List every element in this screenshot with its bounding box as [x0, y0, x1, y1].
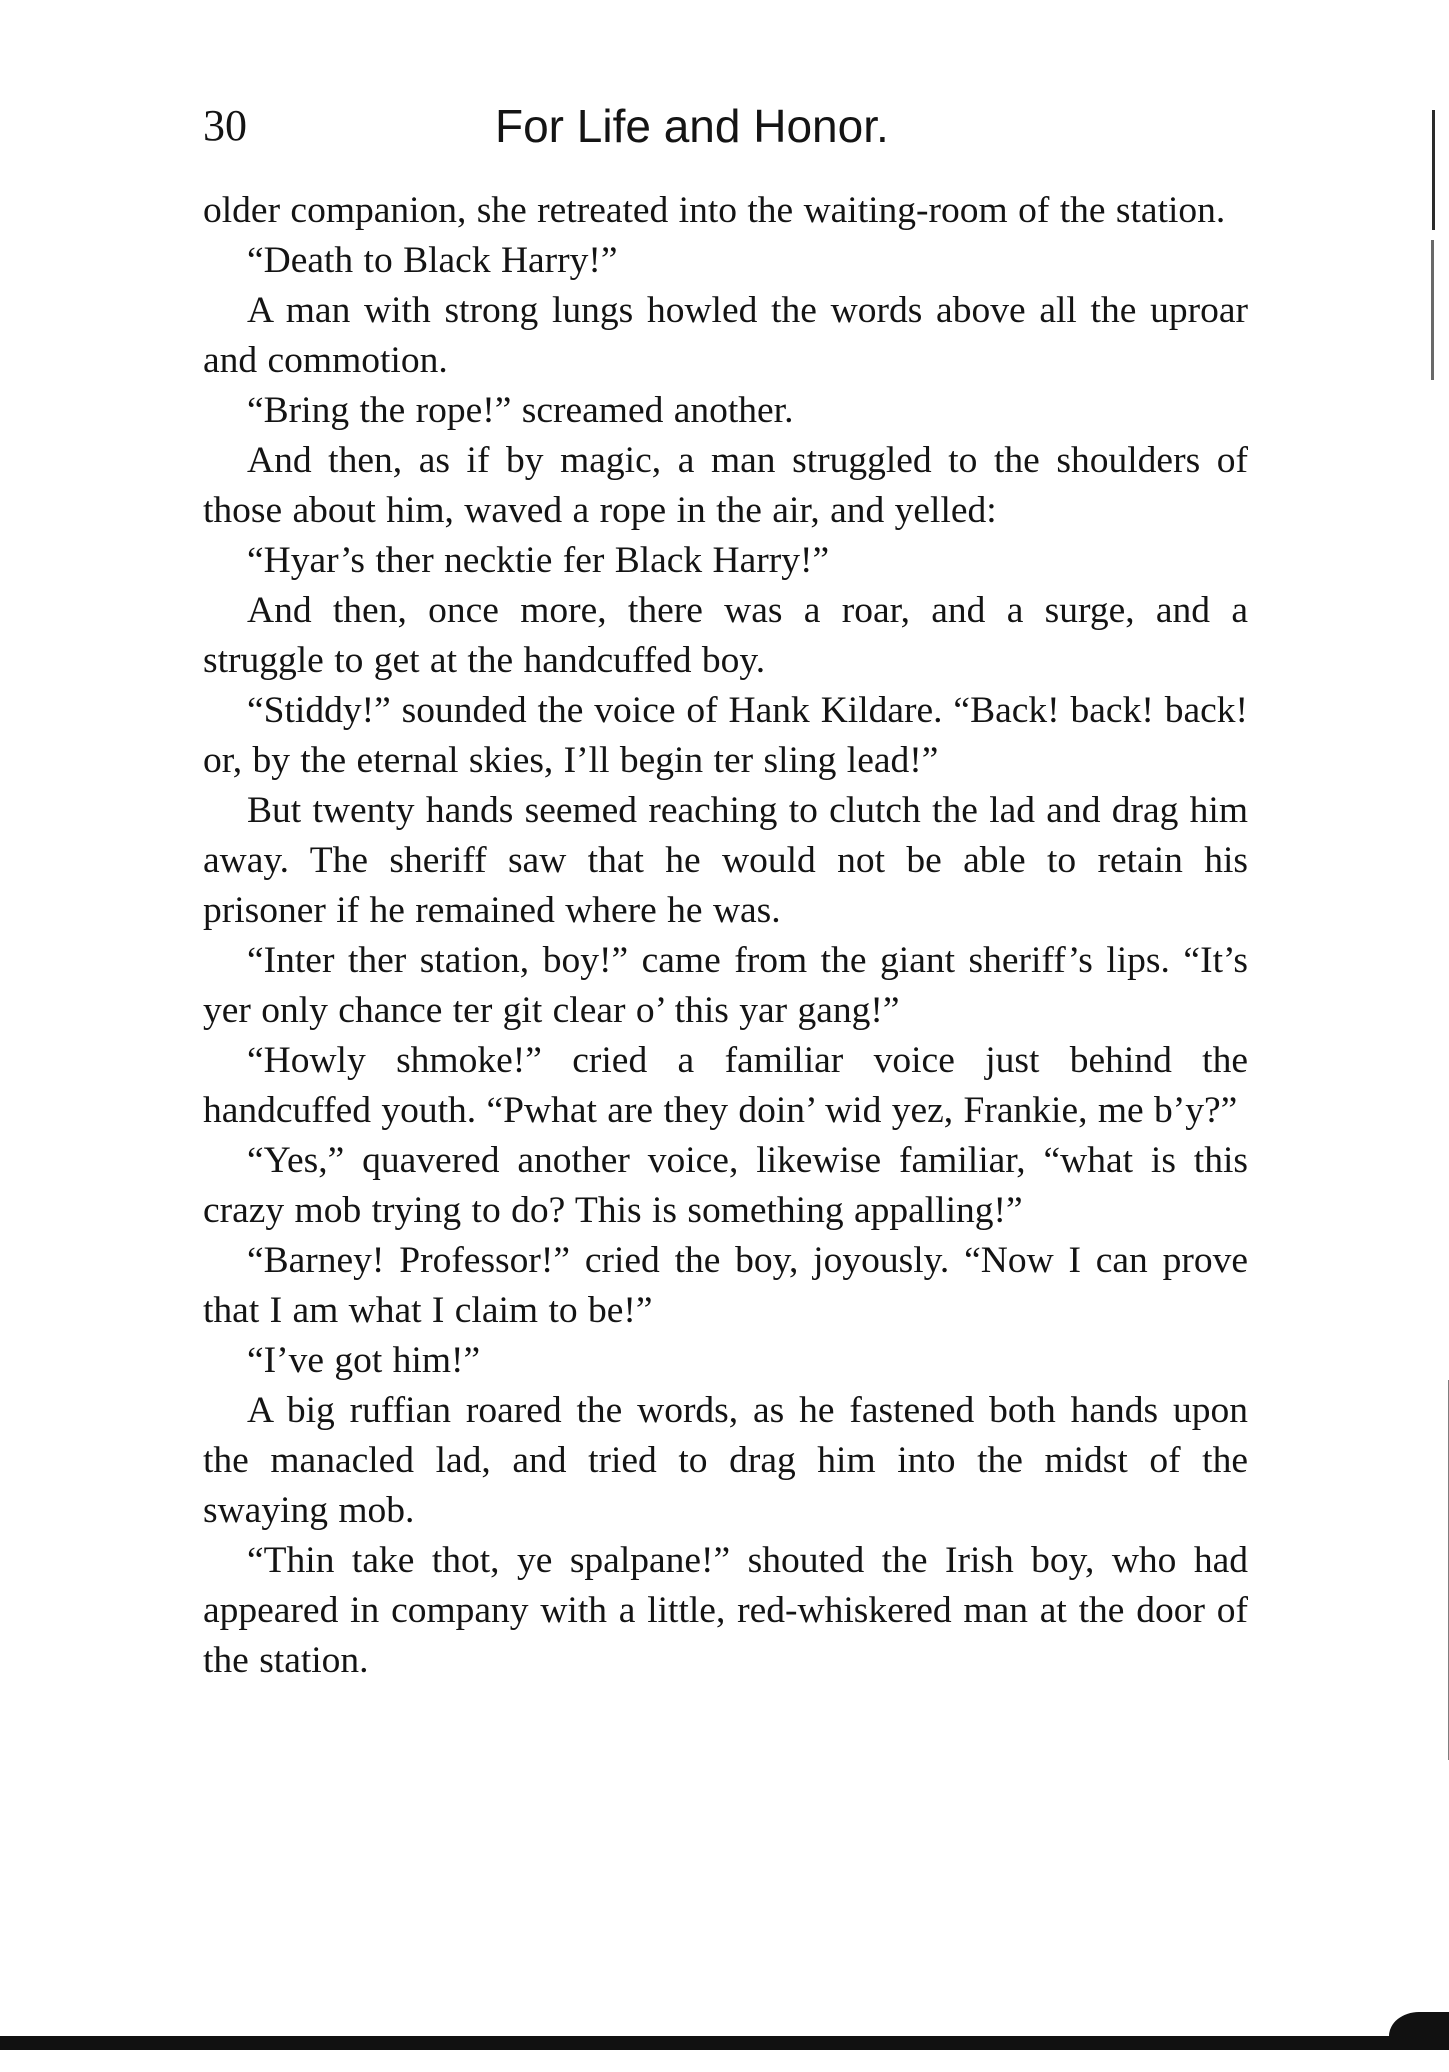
- paragraph: older companion, she retreated into the waiting-room of the station.: [203, 190, 1226, 231]
- paragraph: “Howly shmoke!” cried a familiar voice just behind the handcuffed youth. “Pwhat are they doin’ wid yez, Frankie, me b’y?”: [203, 1040, 1248, 1131]
- paragraph: “I’ve got him!”: [247, 1340, 481, 1381]
- paragraph: “Yes,” quavered another voice, likewise familiar, “what is this crazy mob trying to do? This is something appalling!”: [203, 1140, 1248, 1231]
- paragraph: A big ruffian roared the words, as he fastened both hands upon the manacled lad, and tried to drag him into the midst of the swaying mob.: [203, 1390, 1248, 1531]
- page-bottom-edge: [0, 2036, 1449, 2050]
- page-header: [203, 96, 1248, 156]
- paragraph: “Thin take thot, ye spalpane!” shouted the Irish boy, who had appeared in company with a little, red-whiskered man at the door of the station.: [203, 1540, 1248, 1681]
- paragraph: “Inter ther station, boy!” came from the giant sheriff’s lips. “It’s yer only chance ter git clear o’ this yar gang!”: [203, 940, 1248, 1031]
- page-edge-mark: [1431, 240, 1434, 380]
- paragraph: “Death to Black Harry!”: [247, 240, 618, 281]
- paragraph: And then, once more, there was a roar, and a surge, and a struggle to get at the handcuffed boy.: [203, 590, 1248, 681]
- paragraph: A man with strong lungs howled the words above all the uproar and commotion.: [203, 290, 1248, 381]
- page-edge-mark: [1432, 110, 1435, 230]
- paragraph: “Stiddy!” sounded the voice of Hank Kildare. “Back! back! back! or, by the eternal skies, I’ll begin ter sling lead!”: [203, 690, 1248, 781]
- paragraph: “Bring the rope!” screamed another.: [247, 390, 794, 431]
- body-text: [203, 186, 1248, 1686]
- paragraph: “Hyar’s ther necktie fer Black Harry!”: [247, 540, 830, 581]
- page-number: 30: [203, 101, 247, 150]
- paragraph: “Barney! Professor!” cried the boy, joyously. “Now I can prove that I am what I claim to be!”: [203, 1240, 1248, 1331]
- paragraph: And then, as if by magic, a man struggled to the shoulders of those about him, waved a rope in the air, and yelled:: [203, 440, 1248, 531]
- page-corner-curl: [1389, 2012, 1449, 2050]
- running-head: For Life and Honor.: [495, 100, 889, 152]
- paragraph: But twenty hands seemed reaching to clutch the lad and drag him away. The sheriff saw that he would not be able to retain his prisoner if he remained where he was.: [203, 790, 1248, 931]
